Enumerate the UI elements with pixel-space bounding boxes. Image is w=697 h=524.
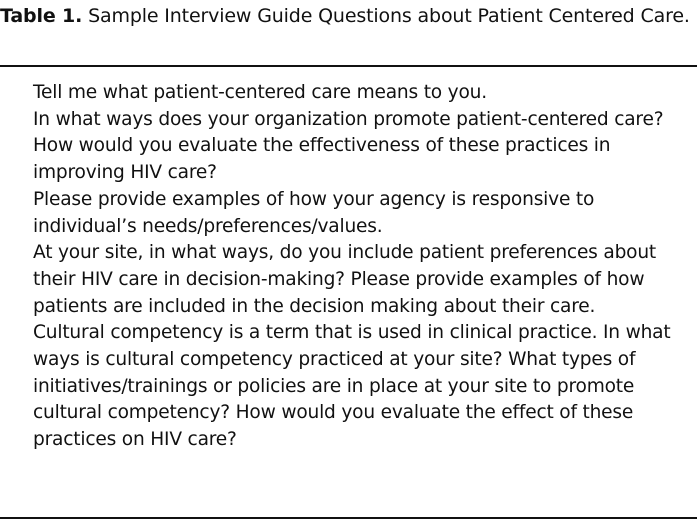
- table-top-rule: [0, 65, 697, 67]
- question-item: In what ways does your organization promote patient-centered care? How would you evaluate the effectiveness of these practices in improving HIV care?: [33, 108, 664, 184]
- table-bottom-rule: [0, 517, 697, 519]
- question-item: Please provide examples of how your agency is responsive to individual’s needs/preferences/values.: [33, 188, 595, 237]
- table-caption: [0, 4, 690, 29]
- table-title: Sample Interview Guide Questions about Patient Centered Care.: [88, 5, 690, 27]
- table-label: Table 1.: [0, 5, 83, 27]
- question-list: [33, 80, 693, 454]
- question-item: Cultural competency is a term that is used in clinical practice. In what ways is cultural competency practiced at your site? What types of initiatives/trainings or policies are in place at your site to promote cultural competency? How would you evaluate the effect of these practices on HIV care?: [33, 322, 671, 451]
- question-item: At your site, in what ways, do you include patient preferences about their HIV care in decision-making? Please provide examples of how patients are included in the decision making about their care.: [33, 242, 657, 317]
- question-item: Tell me what patient-centered care means to you.: [33, 82, 487, 103]
